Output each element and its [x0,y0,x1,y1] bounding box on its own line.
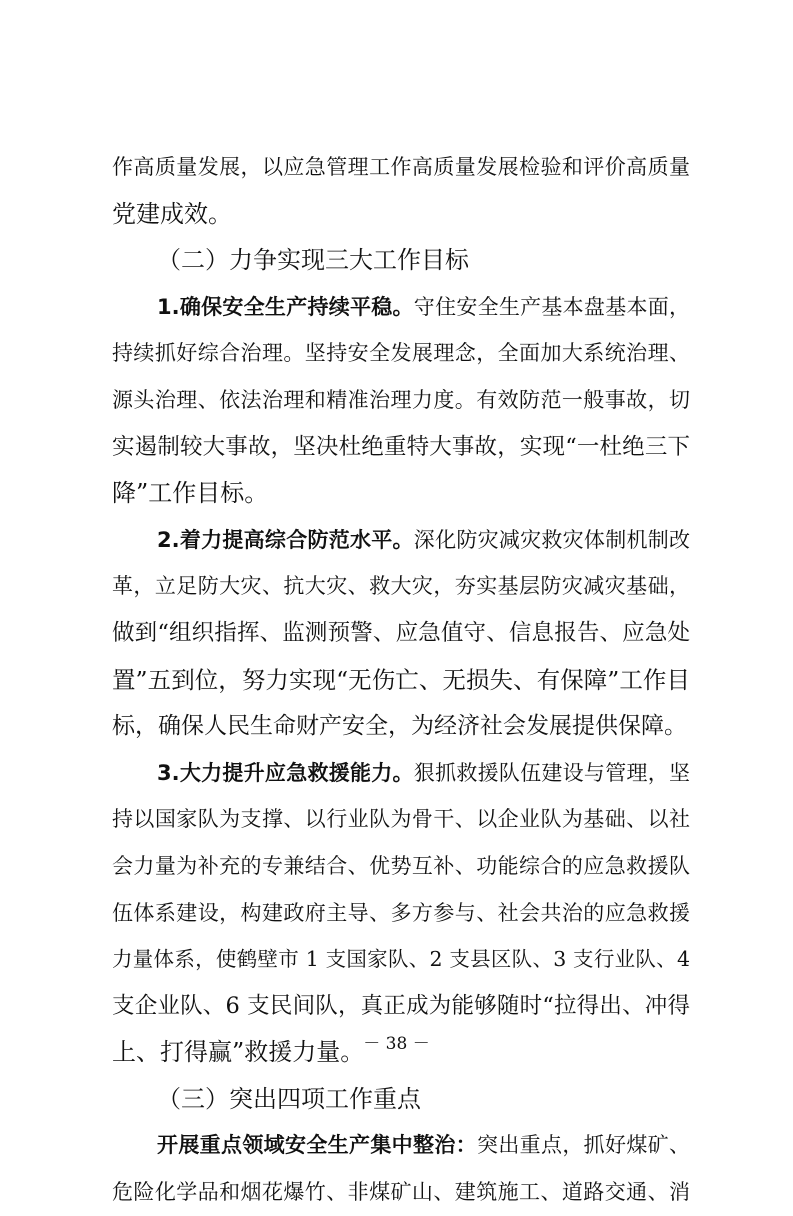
line-text: 置”五到位，努力实现“无伤亡、无损失、有保障”工作目 [112,665,690,694]
line-text: 降”工作目标。 [112,479,269,508]
line-text: 力量体系，使鹤壁市 1 支国家队、2 支县区队、3 支行业队、4 [112,947,690,972]
line-text: 源头治理、依法治理和精准治理力度。有效防范一般事故，切 [112,387,690,412]
line-text: 上、打得赢”救援力量。 [112,1038,365,1067]
text-line [112,563,690,610]
text-line [112,330,690,377]
line-text: 会力量为补充的专兼结合、优势互补、功能综合的应急救援队 [112,853,690,878]
text-line [112,936,690,983]
line-text: 守住安全生产基本盘基本面， [413,294,690,319]
text-line [112,610,690,657]
text-line [112,191,690,238]
section-heading [112,237,690,284]
line-text: 做到“组织指挥、监测预警、应急值守、信息报告、应急处 [112,619,690,646]
lead-phrase: 3.大力提升应急救援能力。 [157,760,414,785]
line-text: 危险化学品和烟花爆竹、非煤矿山、建筑施工、道路交通、消 [112,1180,690,1205]
text-line [112,703,690,750]
body-text [112,144,690,1216]
text-line [112,377,690,424]
text-line [112,1169,690,1216]
line-text: （三）突出四项工作重点 [157,1084,421,1113]
line-text: 伍体系建设，构建政府主导、多方参与、社会共治的应急救援 [112,900,690,925]
text-line [112,424,690,471]
line-text: 作高质量发展，以应急管理工作高质量发展检验和评价高质量 [112,155,690,179]
text-line [112,796,690,843]
line-text: 突出重点，抓好煤矿、 [477,1133,690,1158]
line-text: 实遏制较大事故，坚决杜绝重特大事故，实现“一杜绝三下 [112,433,690,460]
line-text: 支企业队、6 支民间队，真正成为能够随时“拉得出、冲得 [112,992,690,1019]
text-line [112,750,690,797]
lead-phrase: 开展重点领域安全生产集中整治： [157,1133,477,1158]
line-text: 狠抓救援队伍建设与管理，坚 [413,760,690,785]
text-line [112,843,690,890]
lead-phrase: 1.确保安全生产持续平稳。 [157,294,414,319]
text-line [112,144,690,191]
line-text: 革，立足防大灾、抗大灾、救大灾，夯实基层防灾减灾基础， [112,574,690,599]
line-text: 标，确保人民生命财产安全，为经济社会发展提供保障。 [112,713,687,740]
line-text: 持以国家队为支撑、以行业队为骨干、以企业队为基础、以社 [112,807,690,832]
text-line [112,284,690,331]
text-line [112,890,690,937]
line-text: 党建成效。 [112,199,232,228]
section-heading [112,1076,690,1123]
line-text: （二）力争实现三大工作目标 [157,246,469,275]
text-line [112,1122,690,1169]
lead-phrase: 2.着力提高综合防范水平。 [157,527,414,552]
text-line [112,517,690,564]
line-text: 持续抓好综合治理。坚持安全发展理念，全面加大系统治理、 [112,341,690,366]
text-line [112,657,690,704]
page-number: － 38 － [363,1034,430,1054]
line-text: 深化防灾减灾救灾体制机制改 [413,527,690,552]
text-line [112,470,690,517]
text-line [112,983,690,1030]
